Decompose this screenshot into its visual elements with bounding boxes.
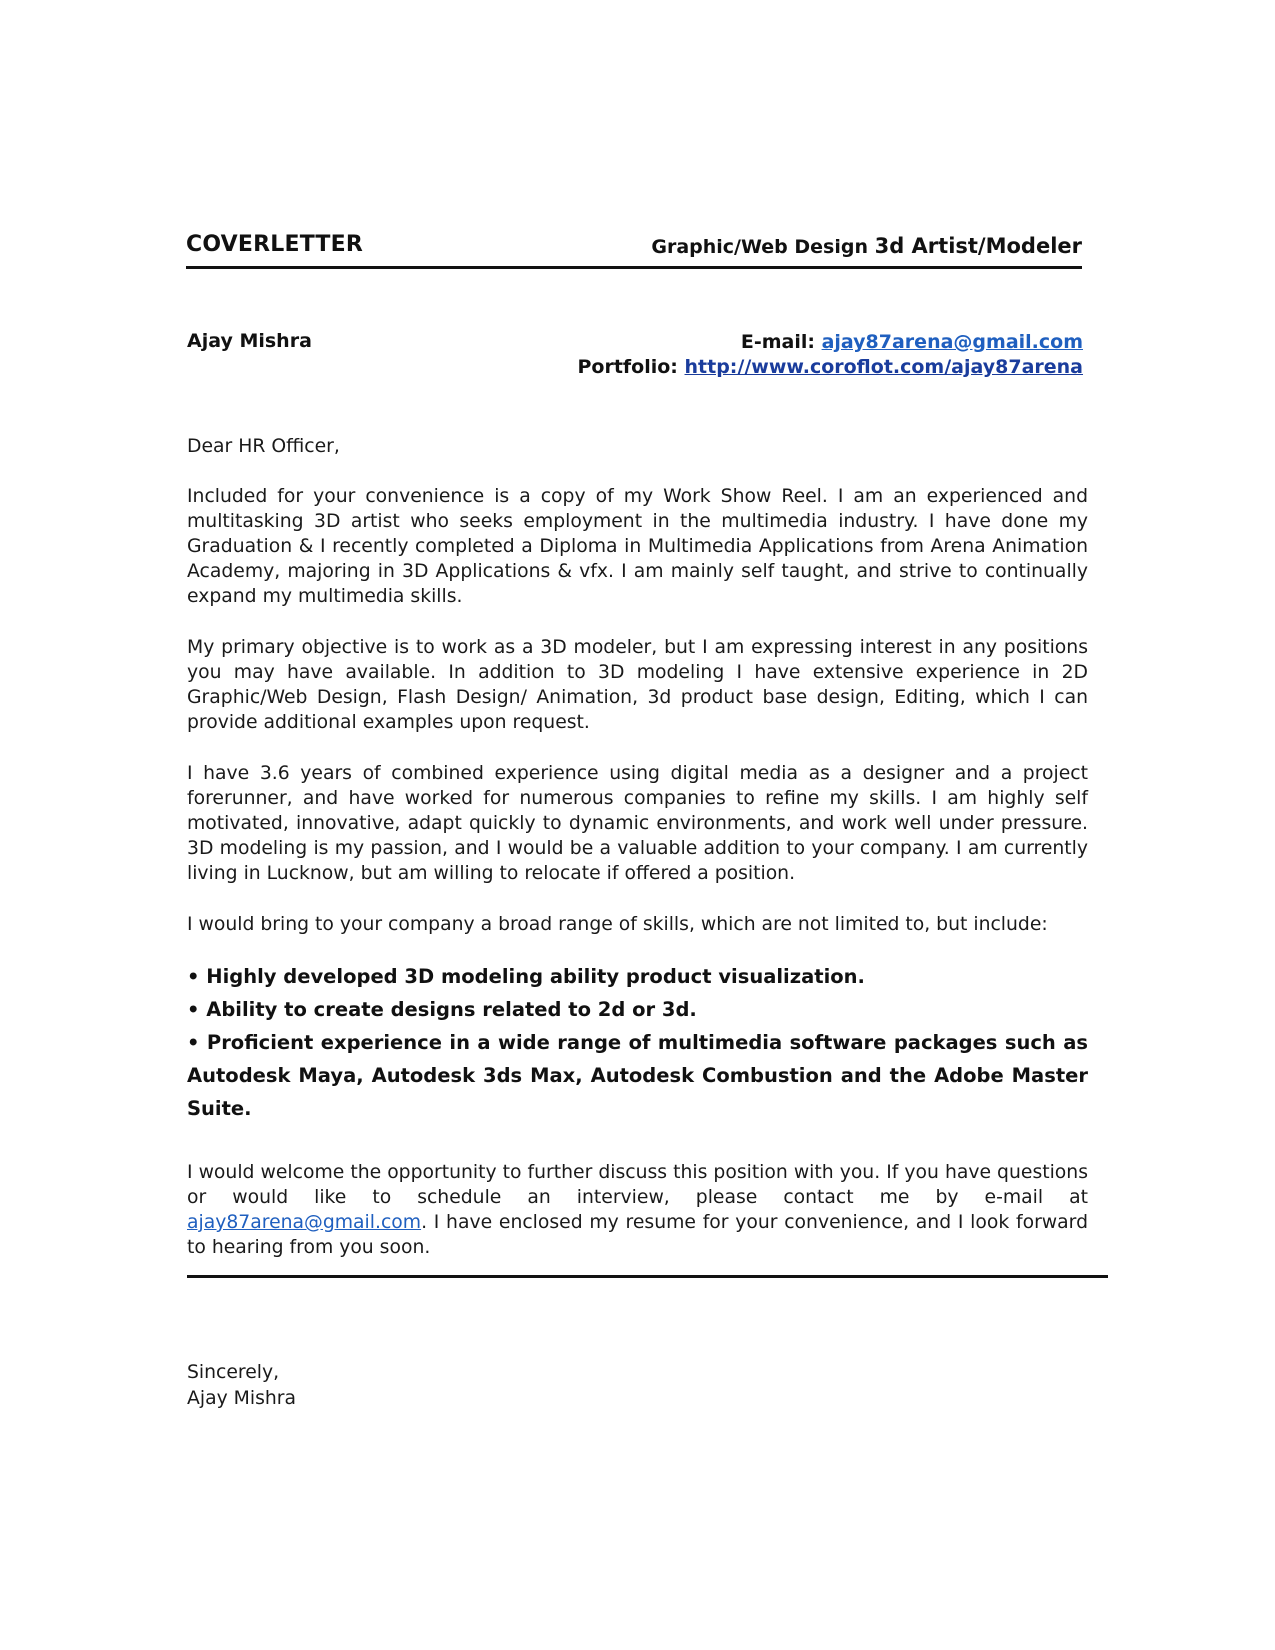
paragraph-experience-text: I have 3.6 years of combined experience using digital media as a designer and a project forerunner, and have worked for numerous companies to refine my skills. I am highly self motivated, innovative, adapt quickly to dynamic environments, and work well under pressure. 3D modeling is my passion, and I would be a valuable addition to your company. I am currently living in Lucknow, but am willing to relocate if offered a position. (187, 763, 1088, 884)
header-job-title-part1: Graphic/Web Design (651, 236, 875, 258)
paragraph-objective (187, 635, 1088, 735)
sender-name: Ajay Mishra (187, 330, 312, 352)
skill-item: • Ability to create designs related to 2d or 3d. (187, 998, 697, 1021)
skill-item: • Proficient experience in a wide range of multimedia software packages such as Autodesk Maya, Autodesk 3ds Max, Autodesk Combustion and the Adobe Master Suite. (187, 1031, 1088, 1120)
paragraph-closing-text (187, 1160, 1088, 1260)
portfolio-line (577, 355, 1083, 380)
portfolio-link[interactable]: http://www.coroflot.com/ajay87arena (684, 356, 1083, 378)
paragraph-experience (187, 761, 1088, 886)
skills-list (187, 960, 1088, 1125)
paragraph-intro-text: Included for your convenience is a copy of my Work Show Reel. I am an experienced and multitasking 3D artist who seeks employment in the multimedia industry. I have done my Graduation & I recently completed a Diploma in Multimedia Applications from Arena Animation Academy, majoring in 3D Applications & vfx. I am mainly self taught, and strive to continually expand my multimedia skills. (187, 486, 1088, 607)
signature-name: Ajay Mishra (187, 1388, 297, 1409)
paragraph-intro (187, 484, 1088, 609)
header-job-title (651, 234, 1082, 258)
email-link[interactable]: ajay87arena@gmail.com (821, 331, 1083, 353)
sender-contact (577, 330, 1083, 380)
paragraph-closing (187, 1160, 1088, 1260)
salutation: Dear HR Officer, (187, 436, 340, 457)
closing-word: Sincerely, (187, 1362, 280, 1383)
email-line (577, 330, 1083, 355)
header-title: COVERLETTER (186, 232, 363, 257)
paragraph-skills-intro-text: I would bring to your company a broad range of skills, which are not limited to, but include: (187, 914, 1048, 935)
paragraph-closing-after: . I have enclosed my resume for your convenience, and I look forward to hearing from you soon. (187, 1212, 1088, 1258)
portfolio-label: Portfolio: (577, 356, 685, 378)
inline-email-link[interactable]: ajay87arena@gmail.com (187, 1212, 422, 1233)
paragraph-closing-before: I would welcome the opportunity to further discuss this position with you. If you have questions or would like to schedule an interview, please contact me by e-mail at (187, 1162, 1088, 1208)
closing-divider (187, 1275, 1108, 1278)
paragraph-skills-intro (187, 912, 1088, 937)
signoff (187, 1360, 296, 1412)
letter-header (186, 232, 1082, 269)
skill-item: • Highly developed 3D modeling ability product visualization. (187, 965, 865, 988)
header-job-title-part2: 3d Artist/Modeler (874, 234, 1082, 258)
paragraph-objective-text: My primary objective is to work as a 3D modeler, but I am expressing interest in any positions you may have available. In addition to 3D modeling I have extensive experience in 2D Graphic/Web Design, Flash Design/ Animation, 3d product base design, Editing, which I can provide additional examples upon request. (187, 637, 1088, 733)
email-label: E-mail: (740, 331, 822, 353)
